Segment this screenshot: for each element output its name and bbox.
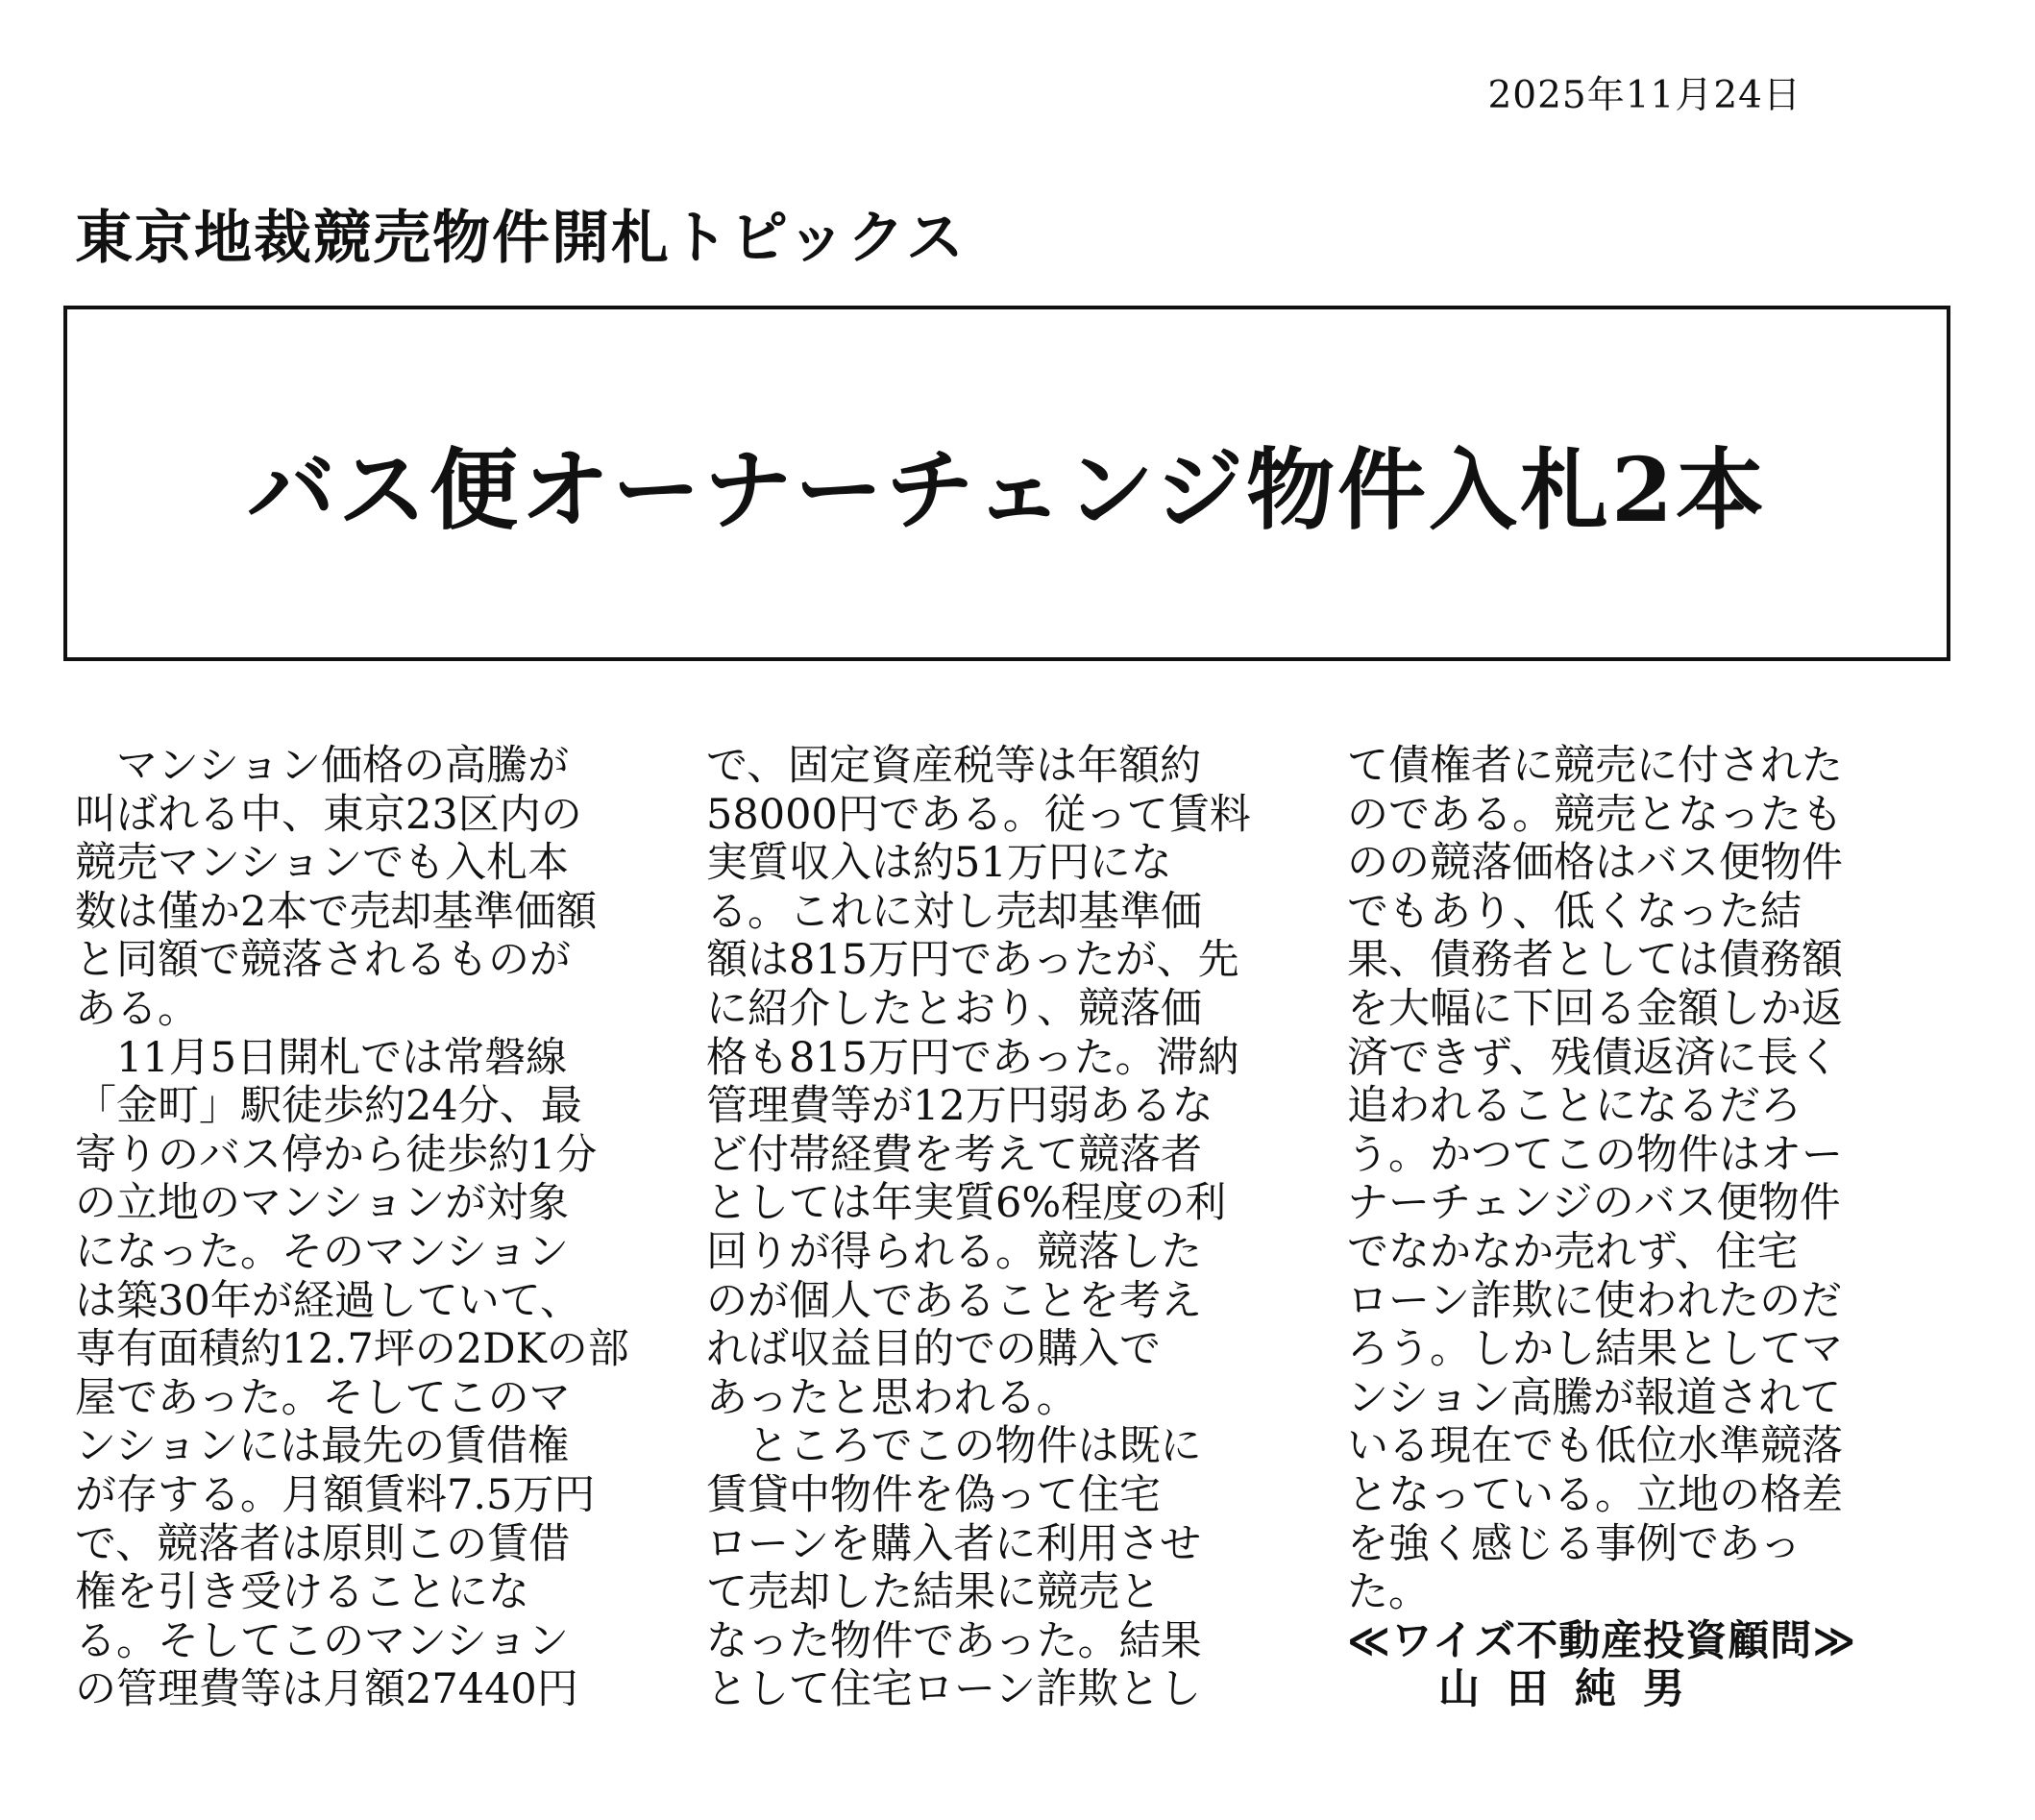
text-line: た。 <box>1347 1568 1430 1617</box>
text-line: の立地のマンションが対象 <box>75 1179 570 1228</box>
text-line: ナーチェンジのバス便物件 <box>1347 1179 1841 1228</box>
text-line: で、固定資産税等は年額約 <box>706 742 1202 790</box>
text-line: 競売マンションでも入札本 <box>75 839 570 888</box>
text-line: ど付帯経費を考えて競落者 <box>706 1130 1202 1179</box>
text-line: は築30年が経過していて、 <box>75 1276 581 1325</box>
text-line: 専有面積約12.7坪の2DKの部 <box>75 1325 629 1374</box>
text-line: として住宅ローン詐欺とし <box>706 1665 1202 1714</box>
text-line: のである。競売となったも <box>1347 790 1843 839</box>
author-name: 山田純男 <box>1438 1665 1711 1714</box>
text-line: 管理費等が12万円弱あるな <box>706 1082 1214 1131</box>
text-line: が存する。月額賃料7.5万円 <box>75 1470 596 1519</box>
article-column-2 <box>706 742 1292 1714</box>
text-line: 追われることになるだろ <box>1347 1082 1802 1131</box>
text-line: でもあり、低くなった結 <box>1347 887 1802 936</box>
author-organization: ≪ワイズ不動産投資顧問≫ <box>1347 1616 1857 1665</box>
text-line: 回りが得られる。競落した <box>706 1227 1202 1276</box>
text-line: 数は僅か2本で売却基準価額 <box>75 887 598 936</box>
text-line: ンションには最先の賃借権 <box>75 1422 570 1471</box>
article-column-1 <box>75 742 651 1714</box>
text-line: としては年実質6%程度の利 <box>706 1179 1227 1228</box>
text-line: ところでこの物件は既に <box>706 1422 1202 1471</box>
text-line: 格も815万円であった。滞納 <box>706 1033 1239 1082</box>
text-line: いる現在でも低位水準競落 <box>1347 1422 1843 1471</box>
text-line: て債権者に競売に付された <box>1347 742 1843 790</box>
publication-date: 2025年11月24日 <box>1487 74 1802 117</box>
article-column-3 <box>1347 742 1943 1714</box>
headline: バス便オーナーチェンジ物件入札2本 <box>247 438 1767 542</box>
text-line: 済できず、残債返済に長く <box>1347 1033 1840 1082</box>
text-line: て売却した結果に競売と <box>706 1568 1161 1617</box>
text-line: 賃貸中物件を偽って住宅 <box>706 1470 1161 1519</box>
text-line: る。そしてこのマンション <box>75 1616 570 1665</box>
text-line: を大幅に下回る金額しか返 <box>1347 984 1843 1033</box>
text-line: 果、債務者としては債務額 <box>1347 936 1843 985</box>
text-line: なった物件であった。結果 <box>706 1616 1202 1665</box>
text-line: マンション価格の高騰が <box>75 742 570 790</box>
text-line: ローン詐欺に使われたのだ <box>1347 1276 1843 1325</box>
section-title: 東京地裁競売物件開札トピックス <box>75 205 966 272</box>
text-line: となっている。立地の格差 <box>1347 1470 1843 1519</box>
text-line: ある。 <box>75 984 199 1033</box>
text-line: 屋であった。そしてこのマ <box>75 1373 571 1422</box>
text-line: で、競落者は原則この賃借 <box>75 1519 571 1568</box>
text-line: に紹介したとおり、競落価 <box>706 984 1202 1033</box>
text-line: でなかなか売れず、住宅 <box>1347 1227 1799 1276</box>
text-line: を強く感じる事例であっ <box>1347 1519 1802 1568</box>
text-line: 権を引き受けることにな <box>75 1568 529 1617</box>
text-line: 額は815万円であったが、先 <box>706 936 1239 985</box>
text-line: ろう。しかし結果としてマ <box>1347 1325 1843 1374</box>
text-line: になった。そのマンション <box>75 1227 570 1276</box>
text-line: 寄りのバス停から徒歩約1分 <box>75 1130 598 1179</box>
text-line: と同額で競落されるものが <box>75 936 571 985</box>
text-line: のの競落価格はバス便物件 <box>1347 839 1843 888</box>
text-line: ンション高騰が報道されて <box>1347 1373 1842 1422</box>
text-line: の管理費等は月額27440円 <box>75 1665 578 1714</box>
text-line: う。かつてこの物件はオー <box>1347 1130 1843 1179</box>
text-line: のが個人であることを考え <box>706 1276 1202 1325</box>
text-line: ローンを購入者に利用させ <box>706 1519 1202 1568</box>
text-line: る。これに対し売却基準価 <box>706 887 1202 936</box>
text-line: 11月5日開札では常磐線 <box>75 1033 568 1082</box>
headline-box <box>63 306 1950 661</box>
text-line: 叫ばれる中、東京23区内の <box>75 790 582 839</box>
text-line: れば収益目的での購入で <box>706 1325 1161 1374</box>
text-line: 実質収入は約51万円にな <box>706 839 1172 888</box>
text-line: あったと思われる。 <box>706 1373 1078 1422</box>
text-line: 58000円である。従って賃料 <box>706 790 1251 839</box>
text-line: 「金町」駅徒歩約24分、最 <box>75 1082 582 1131</box>
